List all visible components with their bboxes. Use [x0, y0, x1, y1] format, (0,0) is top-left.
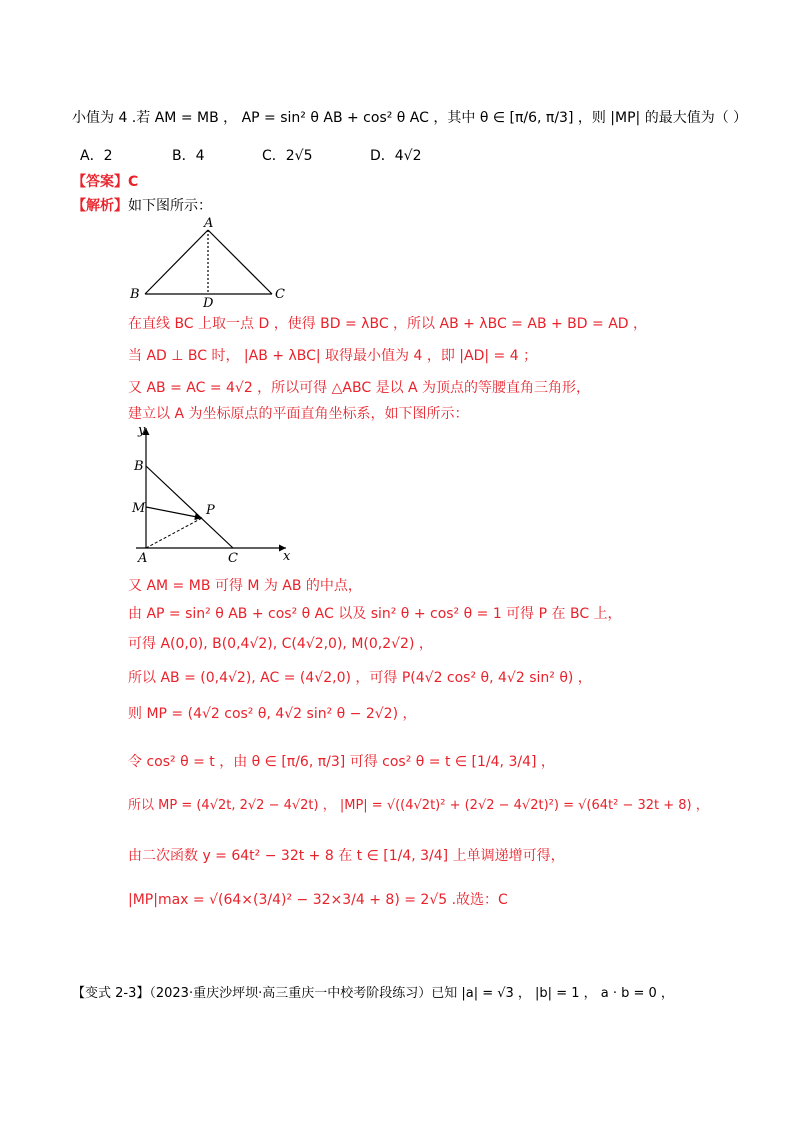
analysis-line-9: 则 MP = (4√2 cos² θ, 4√2 sin² θ − 2√2) ，	[128, 706, 417, 722]
label-c2: C	[228, 551, 238, 566]
analysis-line-13: |MP|max = √(64×(3/4)² − 32×3/4 + 8) = 2√5 .故选：C	[128, 892, 508, 908]
analysis-line-4: 建立以 A 为坐标原点的平面直角坐标系，如下图所示：	[128, 406, 469, 422]
option-b: B．4	[172, 148, 205, 164]
analysis-line-11: 所以 MP = (4√2t, 2√2 − 4√2t) ， |MP| = √((4√2t)² + (2√2 − 4√2t)²) = √(64t² − 32t + 8) ，	[128, 798, 709, 813]
label-c: C	[275, 287, 285, 302]
option-d: D．4√2	[370, 148, 422, 164]
triangle-figure	[120, 214, 300, 310]
analysis-header	[72, 196, 212, 216]
answer-tag: 【答案】	[72, 174, 128, 190]
analysis-line-7: 可得 A(0,0), B(0,4√2), C(4√2,0), M(0,2√2) ，	[128, 636, 433, 652]
side-ab	[145, 230, 208, 294]
next-problem: 【变式 2-3】（2023·重庆沙坪坝·高三重庆一中校考阶段练习）已知 |a| = √3 ， |b| = 1 ， a · b = 0 ，	[72, 986, 674, 1001]
analysis-intro: 如下图所示：	[128, 198, 212, 214]
label-p2: P	[206, 503, 215, 518]
analysis-line-8: 所以 AB = (0,4√2), AC = (4√2,0) ，可得 P(4√2 cos² θ, 4√2 sin² θ) ，	[128, 670, 592, 686]
analysis-line-5: 又 AM = MB 可得 M 为 AB 的中点，	[128, 578, 362, 594]
label-a: A	[204, 216, 214, 231]
analysis-line-12: 由二次函数 y = 64t² − 32t + 8 在 t ∈ [1/4, 3/4] 上单调递增可得，	[128, 848, 565, 864]
answer-row	[72, 172, 138, 192]
label-a2: A	[138, 551, 148, 566]
label-y: y	[138, 423, 146, 438]
segment-bc	[146, 466, 233, 548]
analysis-line-1: 在直线 BC 上取一点 D ，使得 BD = λBC ，所以 AB + λBC = AB + BD = AD ，	[128, 316, 647, 332]
label-m2: M	[132, 501, 146, 516]
question-stem: 小值为 4 .若 AM = MB ， AP = sin² θ AB + cos² θ AC ，其中 θ ∈ [π/6, π/3] ，则 |MP| 的最大值为（ ）	[72, 110, 748, 126]
side-ac	[208, 230, 272, 294]
analysis-line-3: 又 AB = AC = 4√2 ，所以可得 △ABC 是以 A 为顶点的等腰直角三角形，	[128, 380, 591, 396]
analysis-line-10: 令 cos² θ = t ，由 θ ∈ [π/6, π/3] 可得 cos² θ = t ∈ [1/4, 3/4] ，	[128, 754, 555, 770]
label-d: D	[203, 296, 214, 310]
vector-mp	[146, 507, 202, 518]
label-b: B	[130, 287, 140, 302]
option-a: A．2	[80, 148, 113, 164]
analysis-line-6: 由 AP = sin² θ AB + cos² θ AC 以及 sin² θ + cos² θ = 1 可得 P 在 BC 上，	[128, 606, 622, 622]
label-x: x	[283, 549, 291, 564]
segment-ap	[146, 518, 202, 548]
label-b2: B	[134, 459, 144, 474]
answer-value: C	[128, 174, 139, 190]
coordinate-figure	[128, 420, 298, 568]
option-c: C．2√5	[262, 148, 313, 164]
analysis-tag: 【解析】	[72, 198, 128, 214]
analysis-line-2: 当 AD ⊥ BC 时， |AB + λBC| 取得最小值为 4 ，即 |AD| = 4 ；	[128, 348, 538, 364]
